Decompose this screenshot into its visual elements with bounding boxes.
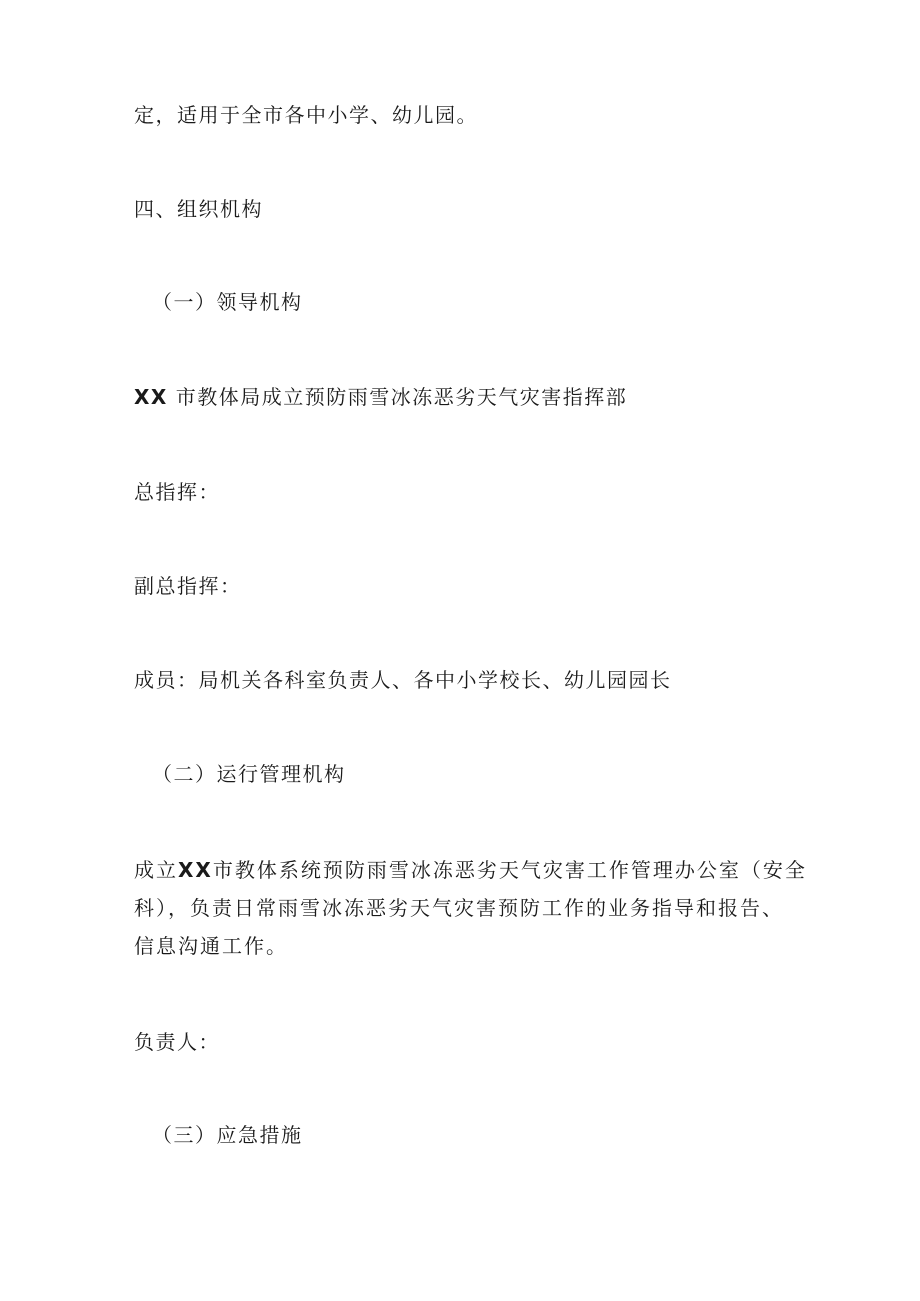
paragraph-line-1 bbox=[134, 851, 807, 889]
text-line-members: 成员：局机关各科室负责人、各中小学校长、幼儿园园长 bbox=[134, 668, 672, 692]
text-line-command-center bbox=[134, 383, 627, 411]
text-line-deputy-commander: 副总指挥： bbox=[134, 574, 242, 598]
subheading-leadership: （一）领导机构 bbox=[152, 290, 303, 314]
subheading-emergency-measures: （三）应急措施 bbox=[152, 1123, 303, 1147]
subheading-operations: （二）运行管理机构 bbox=[152, 762, 346, 786]
text-line-person-in-charge: 负责人： bbox=[134, 1030, 220, 1054]
paragraph-prefix: 成立 bbox=[134, 858, 178, 882]
paragraph-line-1-text: 市教体系统预防雨雪冰冻恶劣天气灾害工作管理办公室（安全 bbox=[212, 858, 807, 882]
paragraph-line-3: 信息沟通工作。 bbox=[134, 934, 288, 958]
text-line-scope: 定，适用于全市各中小学、幼儿园。 bbox=[134, 103, 478, 127]
paragraph-office bbox=[134, 851, 807, 965]
placeholder-xx: XX bbox=[134, 385, 168, 409]
paragraph-line-2: 科），负责日常雨雪冰冻恶劣天气灾害预防工作的业务指导和报告、 bbox=[134, 896, 784, 920]
section-heading-organization: 四、组织机构 bbox=[134, 197, 263, 221]
text-line-chief-commander: 总指挥： bbox=[134, 480, 220, 504]
placeholder-xx: XX bbox=[178, 858, 213, 882]
command-center-text: 市教体局成立预防雨雪冰冻恶劣天气灾害指挥部 bbox=[175, 385, 628, 409]
